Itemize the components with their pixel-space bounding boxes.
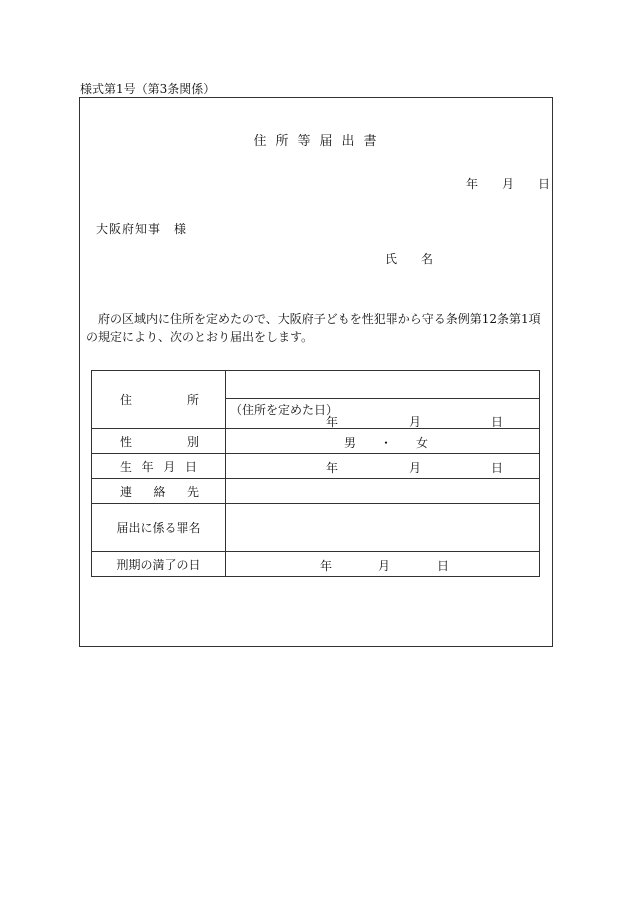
sentence-month-label: 月 (378, 559, 391, 573)
address-label-2: 所 (186, 393, 199, 407)
birthdate-label-4: 日 (184, 459, 197, 474)
form-number-label: 様式第1号（第3条関係） (80, 82, 216, 96)
address-date-cell[interactable] (226, 399, 540, 429)
info-table (91, 370, 540, 577)
contact-label-3: 先 (186, 484, 199, 499)
contact-field[interactable] (226, 479, 540, 504)
name-label-second: 名 (421, 252, 434, 266)
address-day-label: 日 (491, 415, 504, 429)
addressee: 大阪府知事 様 (96, 222, 188, 236)
birthdate-label-3: 月 (163, 459, 176, 474)
declaration-text: 府の区域内に住所を定めたので、大阪府子どもを性犯罪から守る条例第12条第1項の規定により、次のとおり届出をします。 (86, 312, 541, 344)
address-month-label: 月 (409, 415, 422, 429)
sex-male-option[interactable]: 男 (344, 436, 357, 450)
address-label-1: 住 (120, 393, 133, 407)
address-label-cell (92, 371, 226, 429)
birthdate-label-2: 年 (141, 459, 154, 474)
address-field[interactable] (226, 371, 540, 399)
birthdate-label-cell (92, 454, 226, 479)
contact-label-1: 連 (120, 484, 133, 499)
address-year-label: 年 (326, 415, 339, 429)
sex-label-1: 性 (120, 434, 133, 449)
date-month-label: 月 (502, 177, 515, 191)
birth-year-label: 年 (326, 461, 339, 475)
contact-label-cell (92, 479, 226, 504)
name-label-first: 氏 (385, 252, 398, 266)
form-title: 住所等届出書 (253, 134, 386, 149)
address-date-sublabel: （住所を定めた日） (230, 403, 339, 417)
sex-field[interactable] (226, 429, 540, 454)
date-day-label: 日 (538, 177, 551, 191)
sentence-day-label: 日 (437, 559, 450, 573)
birthdate-label-1: 生 (120, 459, 133, 474)
birth-month-label: 月 (409, 461, 422, 475)
crime-label: 届出に係る罪名 (116, 521, 201, 535)
sentence-end-label-cell (92, 552, 226, 577)
sex-label-cell (92, 429, 226, 454)
sentence-year-label: 年 (320, 559, 333, 573)
birthdate-field[interactable] (226, 454, 540, 479)
sex-separator: ・ (380, 436, 393, 450)
sentence-end-label: 刑期の満了の日 (116, 557, 201, 572)
sentence-end-field[interactable] (226, 552, 540, 577)
birth-day-label: 日 (491, 461, 504, 475)
sex-label-2: 別 (186, 434, 199, 449)
crime-label-cell (92, 504, 226, 552)
crime-field[interactable] (226, 504, 540, 552)
date-year-label: 年 (466, 177, 479, 191)
sex-female-option[interactable]: 女 (416, 436, 429, 450)
contact-label-2: 絡 (153, 484, 166, 499)
